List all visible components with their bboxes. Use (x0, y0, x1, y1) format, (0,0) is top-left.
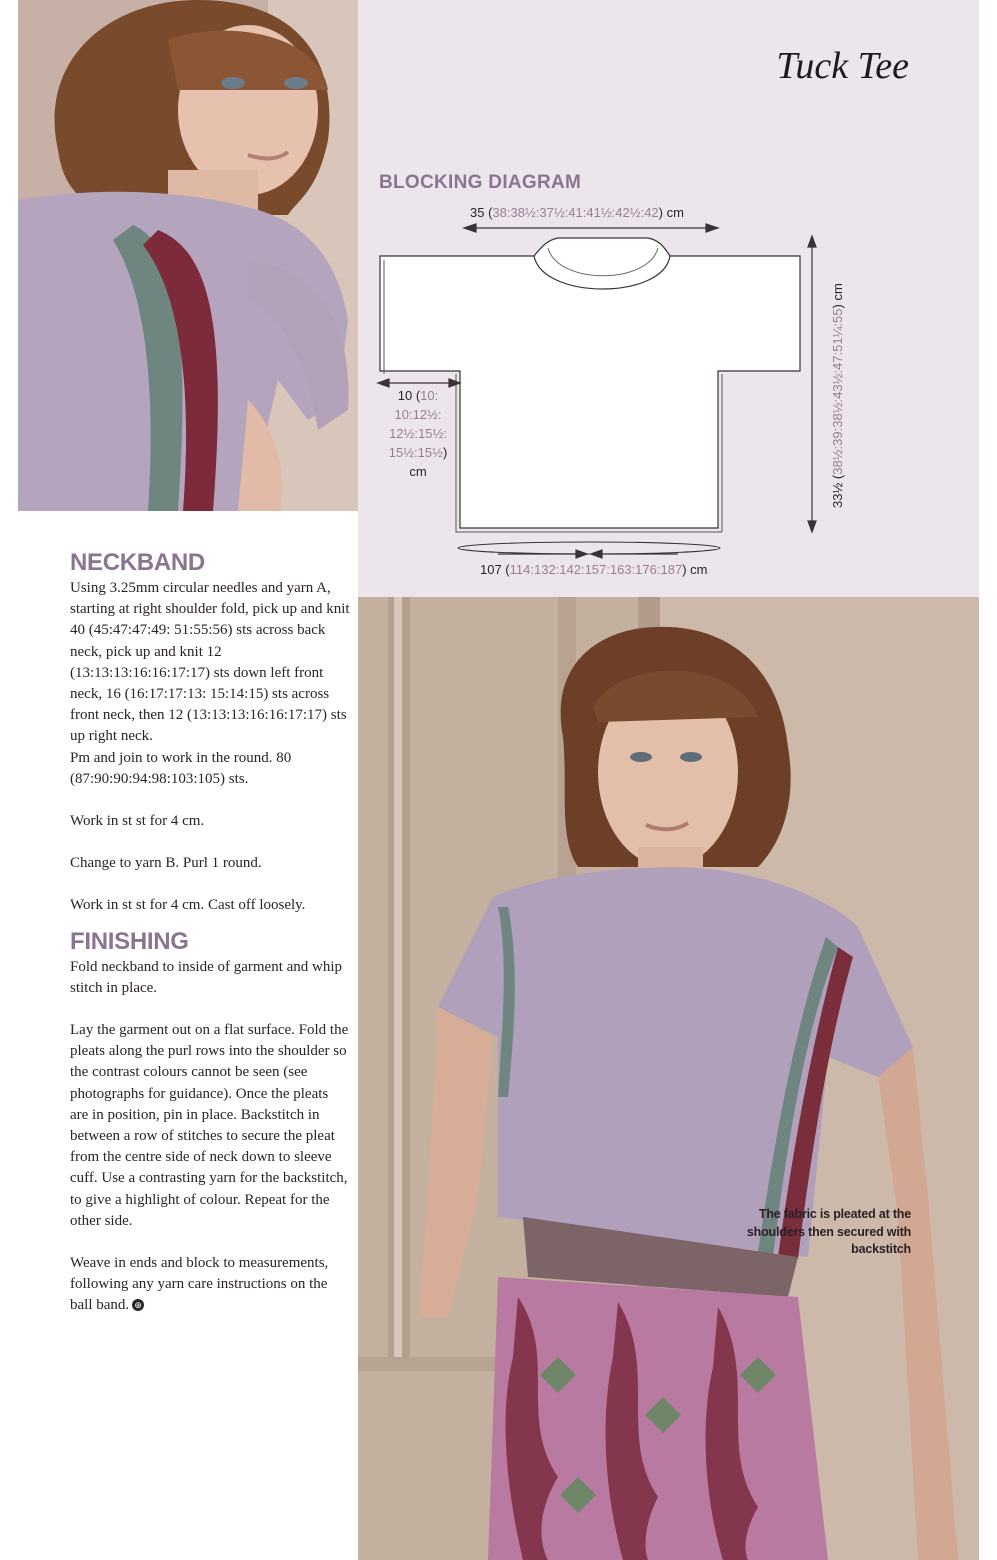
neckband-yarn-change-paragraph: Change to yarn B. Purl 1 round. (70, 855, 262, 872)
finishing-pleat-paragraph: Lay the garment out on a flat surface. Fold the pleats along the purl rows into the shoulder so the contrast colours cannot be seen (see photographs for guidance). Once the pleats are in position, pin in place. Backstitch in between a row of stitches to secure the pleat from the centre side of neck down to sleeve cuff. Use a contrasting yarn for the backstitch, to give a highlight of colour. Repeat for the other side. (70, 1022, 349, 1229)
pattern-title: Tuck Tee (776, 45, 909, 87)
model-front-illustration (358, 597, 979, 1560)
finishing-weave-paragraph: Weave in ends and block to measurements, following any yarn care instructions on the ball band. ⊕ (70, 1255, 329, 1314)
instructions-column (70, 548, 350, 1338)
neckband-paragraph: Using 3.25mm circular needles and yarn A, starting at right shoulder fold, pick up and knit 40 (45:47:47:49: 51:55:56) sts across back neck, pick up and knit 12 (13:13:13:16:16:17:17) sts down left front neck, 16 (16:17:17:13: 15:14:15) sts across front neck, then 12 (13:13:13:16:16:17:17) sts up right neck. (70, 580, 350, 745)
model-back-illustration (18, 0, 358, 511)
garment-schematic (358, 0, 979, 597)
photo-caption: The fabric is pleated at the shoulders then secured with backstitch (746, 1207, 911, 1256)
neckband-cast-off-paragraph: Work in st st for 4 cm. Cast off loosely. (70, 897, 306, 914)
neckband-heading: NECKBAND (70, 549, 205, 576)
length-measurement: 33½ (38½:39:38½:43½:47:51¼:55) cm (830, 283, 845, 508)
end-symbol-icon: ⊕ (132, 1299, 144, 1311)
model-front-photo (358, 597, 979, 1560)
width-measurement: 35 (38:38½:37½:41:41½:42½:42) cm (470, 205, 684, 220)
neckband-stst-paragraph: Work in st st for 4 cm. (70, 813, 205, 830)
finishing-heading: FINISHING (70, 927, 189, 955)
sleeve-measurement: 10 (10: 10:12½: 12½:15½: 15½:15½) cm (388, 388, 448, 479)
neckband-join-paragraph: Pm and join to work in the round. 80 (87:90:90:94:98:103:105) sts. (70, 749, 292, 787)
model-back-photo (18, 0, 358, 511)
blocking-diagram-panel (358, 0, 979, 597)
circumference-measurement: 107 (114:132:142:157:163:176:187) cm (480, 562, 708, 577)
finishing-fold-paragraph: Fold neckband to inside of garment and whip stitch in place. (70, 958, 343, 996)
blocking-diagram-heading: BLOCKING DIAGRAM (379, 172, 582, 193)
